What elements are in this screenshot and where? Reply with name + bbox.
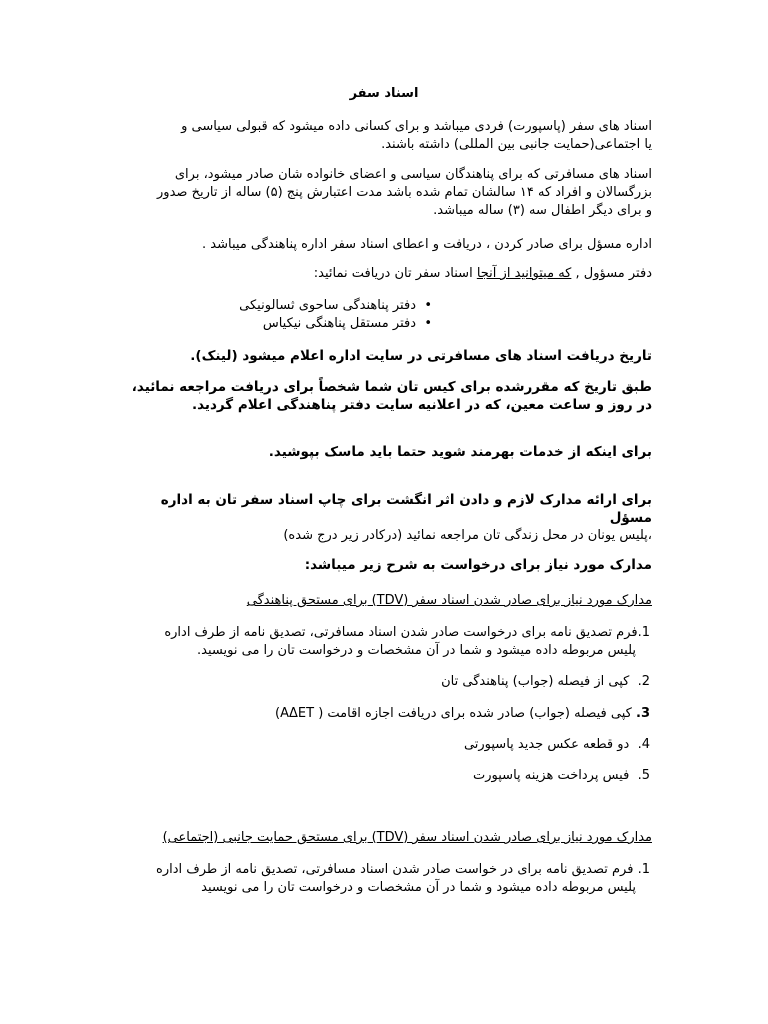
item-number: 4. [637, 737, 650, 752]
bullet-icon: • [424, 316, 432, 331]
validity-paragraph [116, 166, 652, 220]
validity-line: و برای دیگر اطفال سه (۳) ساله میباشد. [433, 203, 652, 218]
schedule-line: طبق تاریخ که مقررشده برای کیس تان شما شخصاً برای دریافت مراجعه نمائید، [131, 379, 652, 395]
mask-notice: برای اینکه از خدمات بهرمند شوید حتما باید ماسک بپوشید. [268, 444, 652, 460]
validity-line: اسناد های مسافرتی که برای پناهندگان سیاسی و اعضای خانواده شان صادر میشود، برای [174, 167, 652, 182]
section1-item-5 [114, 767, 650, 785]
office-name: دفتر پناهندگی ساحوی ثسالونیکی [239, 298, 416, 313]
office-list-item [116, 315, 652, 333]
item-text: فیس پرداخت هزینه پاسپورت [473, 768, 630, 783]
document-title: اسناد سفر [349, 86, 419, 101]
section1-item-1 [114, 624, 650, 660]
schedule-notice [116, 378, 652, 414]
police-line-bold: برای ارائه مدارک لازم و دادن اثر انگشت برای چاپ اسناد سفر تان به اداره مسؤل [160, 492, 652, 526]
offices-intro-before: دفتر مسؤول , [571, 266, 652, 281]
item-number: 1. [637, 862, 650, 877]
section2-heading: مدارک مورد نیاز برای صادر شدن اسناد سفر (TDV) برای مستحق حمایت جانبی (اجتماعی) [162, 830, 652, 845]
item-text: فرم تصدیق نامه برای در خواست صادر شدن اسناد مسافرتی، تصدیق نامه از طرف اداره [156, 862, 634, 877]
offices-intro-after: اسناد سفر تان دریافت نمائید: [313, 266, 477, 281]
item-text: دو قطعه عکس جدید پاسپورتی [463, 737, 630, 752]
item-number: 1. [637, 625, 650, 640]
intro-line: یا اجتماعی(حمایت جانبی بین المللی) داشته باشند. [381, 137, 652, 152]
section1-item-3 [114, 705, 650, 723]
item-text: کپی فیصله (جواب) صادر شده برای دریافت اجازه اقامت ( ΑΔΕΤ) [275, 706, 632, 721]
item-text-cont: پلیس مربوطه داده میشود و شما در آن مشخصات و درخواست تان را می نویسید. [197, 643, 636, 658]
documents-heading: مدارک مورد نیاز برای درخواست به شرح زیر میباشد: [304, 557, 652, 573]
intro-paragraph [116, 118, 652, 154]
intro-line: اسناد های سفر (پاسپورت) فردی میباشد و برای کسانی داده میشود که قبولی سیاسی و [181, 119, 652, 134]
section1-heading: مدارک مورد نیاز برای صادر شدن اسناد سفر (TDV) برای مستحق پناهندگی [246, 593, 652, 608]
date-announcement: تاریخ دریافت اسناد های مسافرتی در سایت اداره اعلام میشود (لینک). [190, 348, 652, 364]
item-number: 2. [637, 674, 650, 689]
offices-intro-paragraph [116, 265, 652, 283]
item-text: فرم تصدیق نامه برای درخواست صادر شدن اسناد مسافرتی، تصدیق نامه از طرف اداره [164, 625, 638, 640]
section1-item-4 [114, 736, 650, 754]
section2-item-1 [114, 861, 650, 897]
offices-intro-underlined: که میتوانید از آنجا [476, 266, 572, 281]
section1-item-2 [114, 673, 650, 691]
office-list-item [116, 297, 652, 315]
police-paragraph [116, 491, 652, 545]
item-number: 5. [637, 768, 650, 783]
bullet-icon: • [424, 298, 432, 313]
item-text-cont: پلیس مربوطه داده میشود و شما در آن مشخصات و درخواست تان را می نویسید [201, 880, 636, 895]
offices-list [116, 297, 652, 333]
item-number: 3. [636, 706, 650, 721]
police-line: ،پلیس یونان در محل زندگی تان مراجعه نمائید (درکادر زیر درج شده) [283, 528, 652, 543]
validity-line: بزرگسالان و افراد که ۱۴ سالشان تمام شده باشد مدت اعتبارش پنج (۵) ساله از تاریخ صدور [157, 185, 652, 200]
responsible-office-paragraph: اداره مسؤل برای صادر کردن ، دریافت و اعطای اسناد سفر اداره پناهندگی میباشد . [202, 237, 652, 252]
schedule-line: در روز و ساعت معین، که در اعلانیه سایت دفتر پناهندگی اعلام گردید. [191, 397, 652, 413]
office-name: دفتر مستقل پناهنگی نیکیاس [262, 316, 416, 331]
item-text: کپی از فیصله (جواب) پناهندگی تان [441, 674, 630, 689]
